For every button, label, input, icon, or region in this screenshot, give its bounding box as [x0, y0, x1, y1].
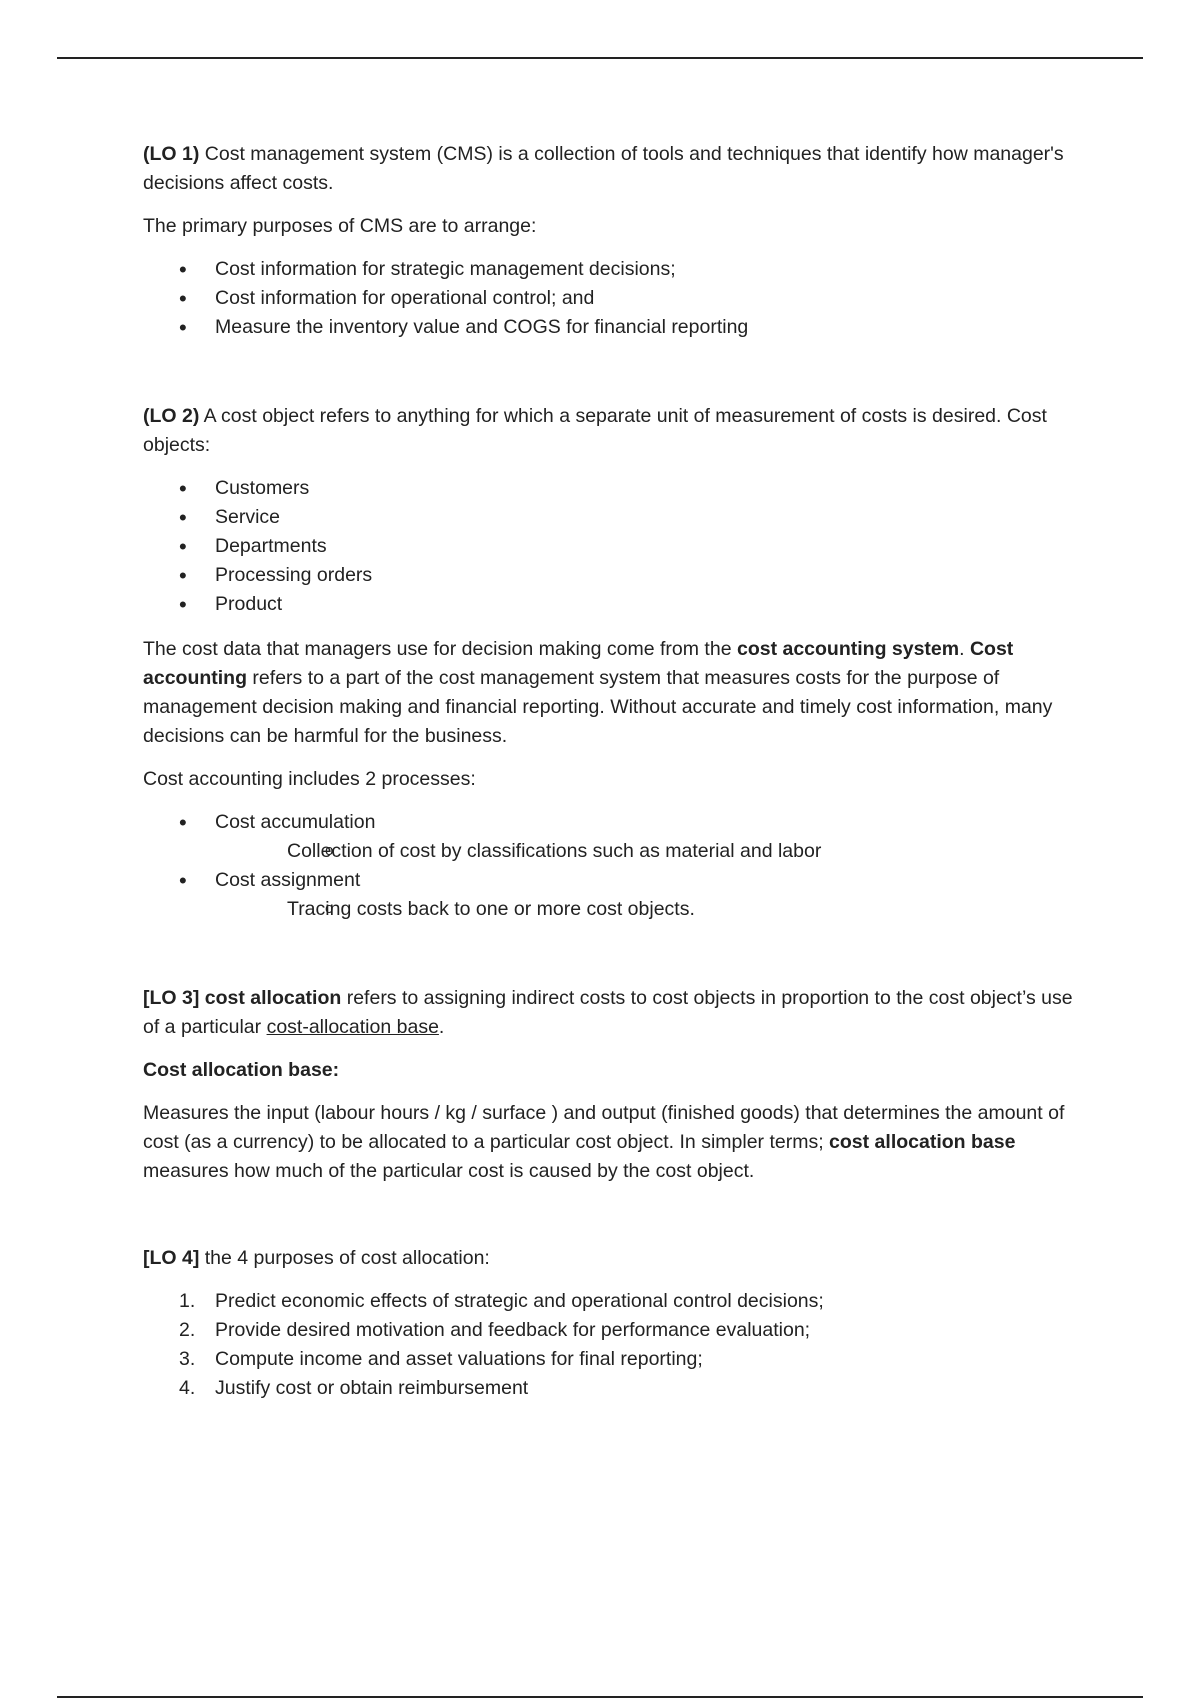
- allocation-purposes-list: [143, 1287, 1083, 1403]
- list-item: • Cost information for operational control; and: [143, 284, 1083, 313]
- cost-accounting-paragraph: [143, 635, 1083, 751]
- sub-list-item: [215, 895, 1083, 924]
- lo3-term: cost allocation: [199, 987, 342, 1009]
- text-run: Measures the input (labour hours / kg / surface ) and output (finished goods) that determines the amount of cost (as a currency) to be allocated to a particular cost object. In simpler terms;: [143, 1102, 1065, 1153]
- footer-rule: [57, 1696, 1143, 1698]
- lo1-intro: The primary purposes of CMS are to arrange:: [143, 215, 537, 237]
- cost-allocation-base-paragraph: [143, 1099, 1083, 1186]
- lo4-tag: [LO 4]: [143, 1247, 200, 1269]
- lo1-text: Cost management system (CMS) is a collection of tools and techniques that identify how manager's decisions affect costs.: [143, 143, 1064, 194]
- sub-list: [215, 837, 1083, 866]
- list-item: • Customers: [143, 474, 1083, 503]
- heading-text: Cost allocation base:: [143, 1059, 340, 1081]
- list-item: [143, 866, 1083, 924]
- lo4-paragraph: [143, 1244, 1083, 1273]
- cms-purposes-list: [143, 255, 1083, 342]
- list-item: [143, 1345, 1083, 1374]
- lo1-tag: (LO 1): [143, 143, 200, 165]
- header-rule: [57, 57, 1143, 59]
- bold-term: cost allocation base: [829, 1131, 1016, 1153]
- sub-list-item: [215, 837, 1083, 866]
- list-text: Predict economic effects of strategic and operational control decisions;: [215, 1290, 824, 1312]
- process-detail: Tracing costs back to one or more cost objects.: [287, 898, 695, 920]
- list-item: [143, 1316, 1083, 1345]
- lo2-tag: (LO 2): [143, 405, 200, 427]
- process-name: Cost assignment: [215, 869, 361, 891]
- list-item: • Service: [143, 503, 1083, 532]
- processes-list: [143, 808, 1083, 924]
- bold-term: Cost accounting: [143, 638, 1014, 689]
- process-detail: Collection of cost by classifications such as material and labor: [287, 840, 822, 862]
- list-number: 4.: [179, 1377, 196, 1399]
- lo3-paragraph: [143, 984, 1083, 1042]
- text-run: refers to assigning indirect costs to cost objects in proportion to the cost object’s use of a particular: [143, 987, 1073, 1038]
- bold-term: cost accounting system: [736, 638, 960, 660]
- list-item: • Product: [143, 590, 1083, 619]
- lo3-tag: [LO 3]: [143, 987, 200, 1009]
- list-text: Compute income and asset valuations for final reporting;: [215, 1348, 703, 1370]
- list-number: 1.: [179, 1290, 196, 1312]
- cost-allocation-base-link[interactable]: cost-allocation base: [266, 1016, 439, 1038]
- cost-objects-list: [143, 474, 1083, 619]
- lo2-text: A cost object refers to anything for which a separate unit of measurement of costs is desired. Cost objects:: [143, 405, 1047, 456]
- text-run: .: [959, 638, 970, 660]
- document-body: [143, 140, 1083, 1419]
- list-item: • Cost information for strategic management decisions;: [143, 255, 1083, 284]
- lo2-paragraph: [143, 402, 1083, 460]
- text-run: The cost data that managers use for decision making come from the: [143, 638, 737, 660]
- list-text: Justify cost or obtain reimbursement: [215, 1377, 529, 1399]
- processes-intro: Cost accounting includes 2 processes:: [143, 768, 476, 790]
- text-run: measures how much of the particular cost is caused by the cost object.: [143, 1160, 755, 1182]
- list-text: Provide desired motivation and feedback for performance evaluation;: [215, 1319, 811, 1341]
- list-item: [143, 808, 1083, 866]
- list-number: 3.: [179, 1348, 196, 1370]
- process-name: Cost accumulation: [215, 811, 376, 833]
- list-item: • Processing orders: [143, 561, 1083, 590]
- list-number: 2.: [179, 1319, 196, 1341]
- list-item: • Measure the inventory value and COGS for financial reporting: [143, 313, 1083, 342]
- list-item: [143, 1287, 1083, 1316]
- list-item: [143, 1374, 1083, 1403]
- sub-list: [215, 895, 1083, 924]
- text-run: refers to a part of the cost management system that measures costs for the purpose of management decision making and financial reporting. Without accurate and timely cost information, many decisions can be harmful for the business.: [143, 667, 1053, 747]
- cost-allocation-base-heading: [143, 1056, 1083, 1085]
- lo4-text: the 4 purposes of cost allocation:: [199, 1247, 490, 1269]
- lo1-paragraph: [143, 140, 1083, 198]
- text-run: .: [438, 1016, 445, 1038]
- list-item: • Departments: [143, 532, 1083, 561]
